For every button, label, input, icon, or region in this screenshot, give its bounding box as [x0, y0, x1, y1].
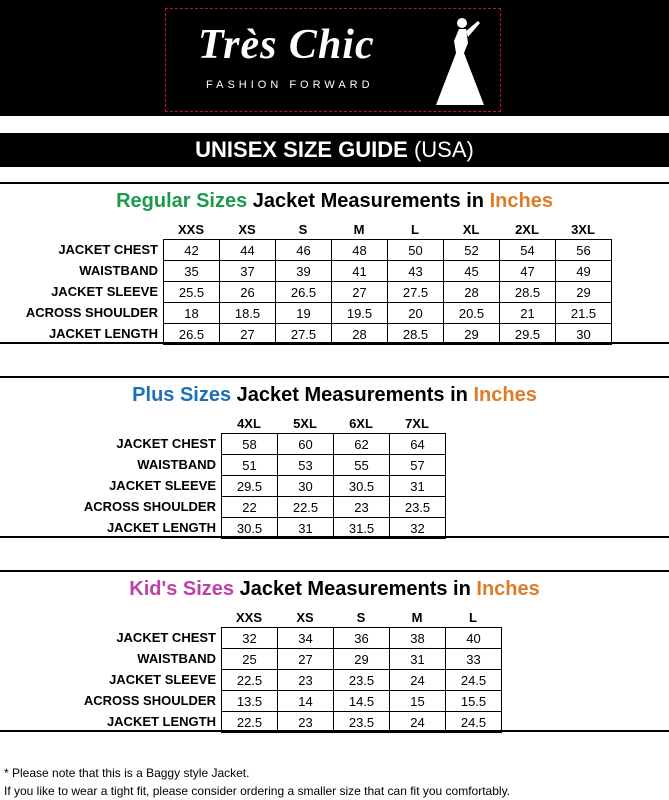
table-row: [164, 261, 612, 282]
measurement-cell: 29.5: [222, 476, 278, 497]
size-guide-title: [0, 133, 669, 167]
measurement-cell: 31: [390, 476, 446, 497]
measurement-label: JACKET CHEST: [116, 630, 216, 645]
section-title-unit: Inches: [473, 384, 537, 406]
size-header: 7XL: [405, 416, 429, 431]
measurement-cell: 26.5: [276, 282, 332, 303]
measurement-table: [163, 239, 612, 345]
measurement-cell: 32: [390, 518, 446, 539]
size-header: XL: [462, 222, 480, 237]
size-header: L: [411, 222, 419, 237]
measurement-cell: 44: [220, 240, 276, 261]
measurement-cell: 48: [332, 240, 388, 261]
section-title-unit: Inches: [489, 190, 553, 212]
table-row: [164, 282, 612, 303]
measurement-cell: 23.5: [334, 712, 390, 733]
measurement-cell: 22.5: [222, 670, 278, 691]
measurement-cell: 29.5: [500, 324, 556, 345]
measurement-cell: 37: [220, 261, 276, 282]
size-header: 2XL: [515, 222, 539, 237]
measurement-cell: 50: [388, 240, 444, 261]
measurement-cell: 31: [390, 649, 446, 670]
measurement-cell: 23: [278, 712, 334, 733]
measurement-label: WAISTBAND: [79, 263, 158, 278]
measurement-cell: 45: [444, 261, 500, 282]
baggy-note: * Please note that this is a Baggy style Jacket.: [4, 766, 250, 780]
table-row: [164, 240, 612, 261]
section-title: [0, 190, 669, 213]
measurement-label: ACROSS SHOULDER: [83, 693, 216, 708]
measurement-cell: 27.5: [276, 324, 332, 345]
measurement-cell: 23.5: [334, 670, 390, 691]
measurement-cell: 27.5: [388, 282, 444, 303]
table-row: [222, 670, 502, 691]
size-header: M: [411, 610, 423, 625]
measurement-cell: 46: [276, 240, 332, 261]
measurement-cell: 30.5: [334, 476, 390, 497]
measurement-cell: 30: [278, 476, 334, 497]
section-title-middle: Jacket Measurements in: [247, 190, 490, 212]
measurement-cell: 15.5: [446, 691, 502, 712]
measurement-cell: 21: [500, 303, 556, 324]
measurement-cell: 27: [278, 649, 334, 670]
size-section-0: [0, 182, 669, 344]
measurement-cell: 34: [278, 628, 334, 649]
measurement-cell: 25: [222, 649, 278, 670]
table-row: [222, 497, 446, 518]
measurement-cell: 55: [334, 455, 390, 476]
measurement-cell: 49: [556, 261, 612, 282]
measurement-label: ACROSS SHOULDER: [83, 499, 216, 514]
section-title: [0, 384, 669, 407]
measurement-cell: 33: [446, 649, 502, 670]
measurement-cell: 38: [390, 628, 446, 649]
measurement-label: ACROSS SHOULDER: [25, 305, 158, 320]
measurement-label: WAISTBAND: [137, 457, 216, 472]
measurement-cell: 23: [278, 670, 334, 691]
measurement-cell: 64: [390, 434, 446, 455]
size-header: 4XL: [237, 416, 261, 431]
section-title-unit: Inches: [476, 578, 540, 600]
measurement-cell: 18.5: [220, 303, 276, 324]
measurement-cell: 22.5: [222, 712, 278, 733]
size-header: XS: [238, 222, 256, 237]
measurement-cell: 29: [334, 649, 390, 670]
measurement-label: JACKET SLEEVE: [109, 672, 216, 687]
brand-banner: [0, 0, 669, 116]
measurement-cell: 32: [222, 628, 278, 649]
measurement-cell: 30.5: [222, 518, 278, 539]
measurement-cell: 19.5: [332, 303, 388, 324]
table-row: [222, 649, 502, 670]
measurement-cell: 62: [334, 434, 390, 455]
measurement-cell: 36: [334, 628, 390, 649]
section-title-prefix: Kid's Sizes: [129, 578, 235, 600]
measurement-cell: 26: [220, 282, 276, 303]
size-header: 5XL: [293, 416, 317, 431]
table-row: [222, 518, 446, 539]
measurement-cell: 24.5: [446, 712, 502, 733]
section-title: [0, 578, 669, 601]
measurement-cell: 26.5: [164, 324, 220, 345]
table-row: [222, 476, 446, 497]
table-row: [222, 455, 446, 476]
measurement-table: [221, 433, 446, 539]
measurement-cell: 28.5: [500, 282, 556, 303]
measurement-cell: 27: [332, 282, 388, 303]
measurement-label: JACKET CHEST: [58, 242, 158, 257]
measurement-cell: 28: [444, 282, 500, 303]
measurement-cell: 51: [222, 455, 278, 476]
measurement-cell: 24: [390, 670, 446, 691]
measurement-label: JACKET LENGTH: [48, 326, 158, 341]
measurement-cell: 19: [276, 303, 332, 324]
measurement-cell: 30: [556, 324, 612, 345]
size-header: XXS: [177, 222, 204, 237]
measurement-cell: 20.5: [444, 303, 500, 324]
measurement-cell: 42: [164, 240, 220, 261]
size-header: M: [353, 222, 365, 237]
fit-note: If you like to wear a tight fit, please consider ordering a smaller size that can fit you comfortably.: [4, 784, 511, 798]
measurement-label: JACKET SLEEVE: [109, 478, 216, 493]
measurement-cell: 22.5: [278, 497, 334, 518]
size-header: XS: [296, 610, 314, 625]
section-title-prefix: Regular Sizes: [116, 190, 248, 212]
size-header: S: [356, 610, 366, 625]
measurement-cell: 60: [278, 434, 334, 455]
brand-tagline: FASHION FORWARD: [206, 79, 374, 91]
table-row: [222, 691, 502, 712]
measurement-cell: 24.5: [446, 670, 502, 691]
measurement-table: [221, 627, 502, 733]
dress-figure-icon: [426, 13, 496, 109]
measurement-cell: 40: [446, 628, 502, 649]
table-row: [222, 628, 502, 649]
measurement-cell: 13.5: [222, 691, 278, 712]
measurement-cell: 41: [332, 261, 388, 282]
size-guide-title-suffix: (USA): [407, 137, 474, 162]
measurement-cell: 31.5: [334, 518, 390, 539]
measurement-cell: 35: [164, 261, 220, 282]
measurement-cell: 52: [444, 240, 500, 261]
measurement-cell: 14.5: [334, 691, 390, 712]
size-guide-title-main: UNISEX SIZE GUIDE: [195, 137, 408, 162]
measurement-cell: 29: [444, 324, 500, 345]
measurement-cell: 57: [390, 455, 446, 476]
measurement-cell: 47: [500, 261, 556, 282]
brand-name: Très Chic: [198, 22, 375, 68]
size-header: XXS: [235, 610, 262, 625]
table-row: [222, 712, 502, 733]
measurement-cell: 18: [164, 303, 220, 324]
measurement-cell: 21.5: [556, 303, 612, 324]
measurement-cell: 15: [390, 691, 446, 712]
table-row: [164, 303, 612, 324]
size-header: L: [469, 610, 477, 625]
measurement-cell: 28: [332, 324, 388, 345]
size-header: 3XL: [571, 222, 595, 237]
section-title-prefix: Plus Sizes: [132, 384, 232, 406]
measurement-cell: 43: [388, 261, 444, 282]
measurement-cell: 20: [388, 303, 444, 324]
measurement-cell: 56: [556, 240, 612, 261]
measurement-label: JACKET LENGTH: [106, 520, 216, 535]
measurement-label: JACKET SLEEVE: [51, 284, 158, 299]
measurement-cell: 54: [500, 240, 556, 261]
measurement-cell: 22: [222, 497, 278, 518]
measurement-cell: 23.5: [390, 497, 446, 518]
measurement-cell: 23: [334, 497, 390, 518]
measurement-cell: 14: [278, 691, 334, 712]
measurement-cell: 58: [222, 434, 278, 455]
table-row: [164, 324, 612, 345]
section-title-middle: Jacket Measurements in: [234, 578, 477, 600]
size-header: 6XL: [349, 416, 373, 431]
measurement-label: WAISTBAND: [137, 651, 216, 666]
measurement-label: JACKET CHEST: [116, 436, 216, 451]
measurement-cell: 31: [278, 518, 334, 539]
section-title-middle: Jacket Measurements in: [231, 384, 474, 406]
measurement-cell: 28.5: [388, 324, 444, 345]
measurement-label: JACKET LENGTH: [106, 714, 216, 729]
measurement-cell: 24: [390, 712, 446, 733]
table-row: [222, 434, 446, 455]
brand-logo: [165, 8, 501, 112]
size-header: S: [298, 222, 308, 237]
size-section-1: [0, 376, 669, 538]
measurement-cell: 27: [220, 324, 276, 345]
measurement-cell: 39: [276, 261, 332, 282]
measurement-cell: 53: [278, 455, 334, 476]
measurement-cell: 29: [556, 282, 612, 303]
measurement-cell: 25.5: [164, 282, 220, 303]
size-section-2: [0, 570, 669, 732]
